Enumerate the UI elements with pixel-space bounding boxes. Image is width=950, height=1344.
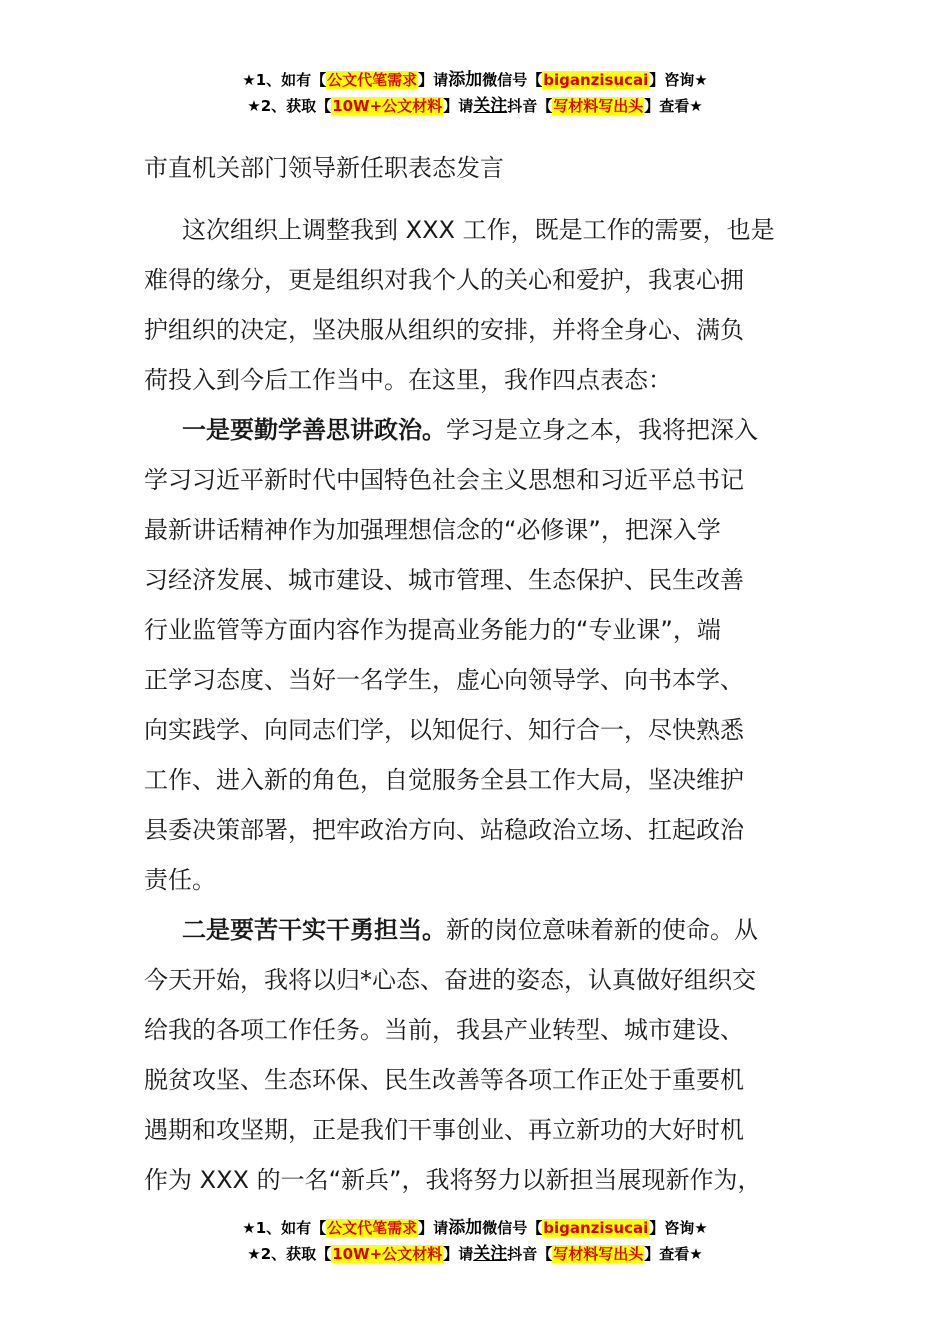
banner-text: 2、获取【 — [260, 1245, 332, 1263]
paragraph-line: 习经济发展、城市建设、城市管理、生态保护、民生改善 — [144, 566, 744, 594]
paragraph-line: 责任。 — [144, 866, 216, 894]
paragraph-line: 行业监管等方面内容作为提高业务能力的“专业课”，端 — [144, 616, 721, 644]
banner-text: 】咨询 — [649, 1219, 695, 1237]
banner-line-2 — [0, 1241, 950, 1267]
paragraph-line: 脱贫攻坚、生态环保、民生改善等各项工作正处于重要机 — [144, 1066, 744, 1094]
star-icon: ★ — [242, 1219, 256, 1237]
paragraph-line — [144, 405, 812, 455]
star-icon: ★ — [689, 1245, 703, 1263]
paragraph-line: 县委决策部署，把牢政治方向、站稳政治立场、扛起政治 — [144, 816, 744, 844]
paragraph-line: 护组织的决定，坚决服从组织的安排，并将全身心、满负 — [144, 316, 744, 344]
banner-text: 】查看 — [644, 1245, 690, 1263]
paragraph-line: 荷投入到今后工作当中。在这里，我作四点表态： — [144, 366, 672, 394]
document-body — [144, 205, 812, 1205]
banner-text: 】请 — [443, 1245, 474, 1263]
paragraph-text: 新的岗位意味着新的使命。从 — [446, 916, 758, 944]
star-icon: ★ — [694, 1219, 708, 1237]
banner-emphasis: 添加 — [448, 70, 483, 90]
paragraph-line — [144, 905, 812, 955]
banner-line-1 — [0, 67, 950, 93]
banner-text: 微信号【 — [482, 71, 543, 89]
star-icon: ★ — [242, 71, 256, 89]
banner-text: 抖音【 — [507, 1245, 553, 1263]
header-banner — [0, 67, 950, 119]
paragraph-line: 工作、进入新的角色，自觉服务全县工作大局，坚决维护 — [144, 766, 744, 794]
paragraph-line: 最新讲话精神作为加强理想信念的“必修课”，把深入学 — [144, 516, 721, 544]
banner-highlight: biganzisucai — [543, 71, 649, 89]
section-heading-1: 一是要勤学善思讲政治。 — [182, 416, 446, 444]
star-icon: ★ — [247, 97, 261, 115]
banner-highlight: 公文代笔需求 — [327, 1219, 418, 1237]
paragraph-line: 给我的各项工作任务。当前，我县产业转型、城市建设、 — [144, 1016, 744, 1044]
banner-text: 1、如有【 — [255, 71, 327, 89]
banner-text: 1、如有【 — [255, 1219, 327, 1237]
banner-text: 微信号【 — [482, 1219, 543, 1237]
banner-highlight: 写材料写出头 — [553, 97, 644, 115]
paragraph-line: 向实践学、向同志们学，以知促行、知行合一，尽快熟悉 — [144, 716, 744, 744]
banner-highlight: biganzisucai — [543, 1219, 649, 1237]
star-icon: ★ — [689, 97, 703, 115]
document-title: 市直机关部门领导新任职表态发言 — [144, 154, 504, 182]
banner-emphasis: 关注 — [473, 1244, 508, 1264]
banner-text: 2、获取【 — [260, 97, 332, 115]
star-icon: ★ — [247, 1245, 261, 1263]
paragraph-text: 学习是立身之本，我将把深入 — [446, 416, 758, 444]
banner-highlight: 10W+公文材料 — [332, 1245, 443, 1263]
star-icon: ★ — [694, 71, 708, 89]
paragraph-line: 遇期和攻坚期，正是我们干事创业、再立新功的大好时机 — [144, 1116, 744, 1144]
paragraph-line: 正学习态度、当好一名学生，虚心向领导学、向书本学、 — [144, 666, 744, 694]
banner-highlight: 10W+公文材料 — [332, 97, 443, 115]
banner-text: 】请 — [443, 97, 474, 115]
banner-text: 】咨询 — [649, 71, 695, 89]
paragraph-line: 作为 XXX 的一名“新兵”，我将努力以新担当展现新作为， — [144, 1166, 762, 1194]
section-heading-2: 二是要苦干实干勇担当。 — [182, 916, 446, 944]
banner-text: 】请 — [418, 71, 449, 89]
banner-text: 】查看 — [644, 97, 690, 115]
paragraph-line: 今天开始，我将以归*心态、奋进的姿态，认真做好组织交 — [144, 966, 756, 994]
banner-text: 】请 — [418, 1219, 449, 1237]
banner-emphasis: 添加 — [448, 1218, 483, 1238]
paragraph-line: 学习习近平新时代中国特色社会主义思想和习近平总书记 — [144, 466, 744, 494]
paragraph-line: 难得的缘分，更是组织对我个人的关心和爱护，我衷心拥 — [144, 266, 744, 294]
banner-line-2 — [0, 93, 950, 119]
banner-highlight: 公文代笔需求 — [327, 71, 418, 89]
banner-emphasis: 关注 — [473, 96, 508, 116]
banner-text: 抖音【 — [507, 97, 553, 115]
footer-banner — [0, 1215, 950, 1267]
paragraph-line: 这次组织上调整我到 XXX 工作，既是工作的需要，也是 — [182, 216, 775, 244]
banner-line-1 — [0, 1215, 950, 1241]
banner-highlight: 写材料写出头 — [553, 1245, 644, 1263]
